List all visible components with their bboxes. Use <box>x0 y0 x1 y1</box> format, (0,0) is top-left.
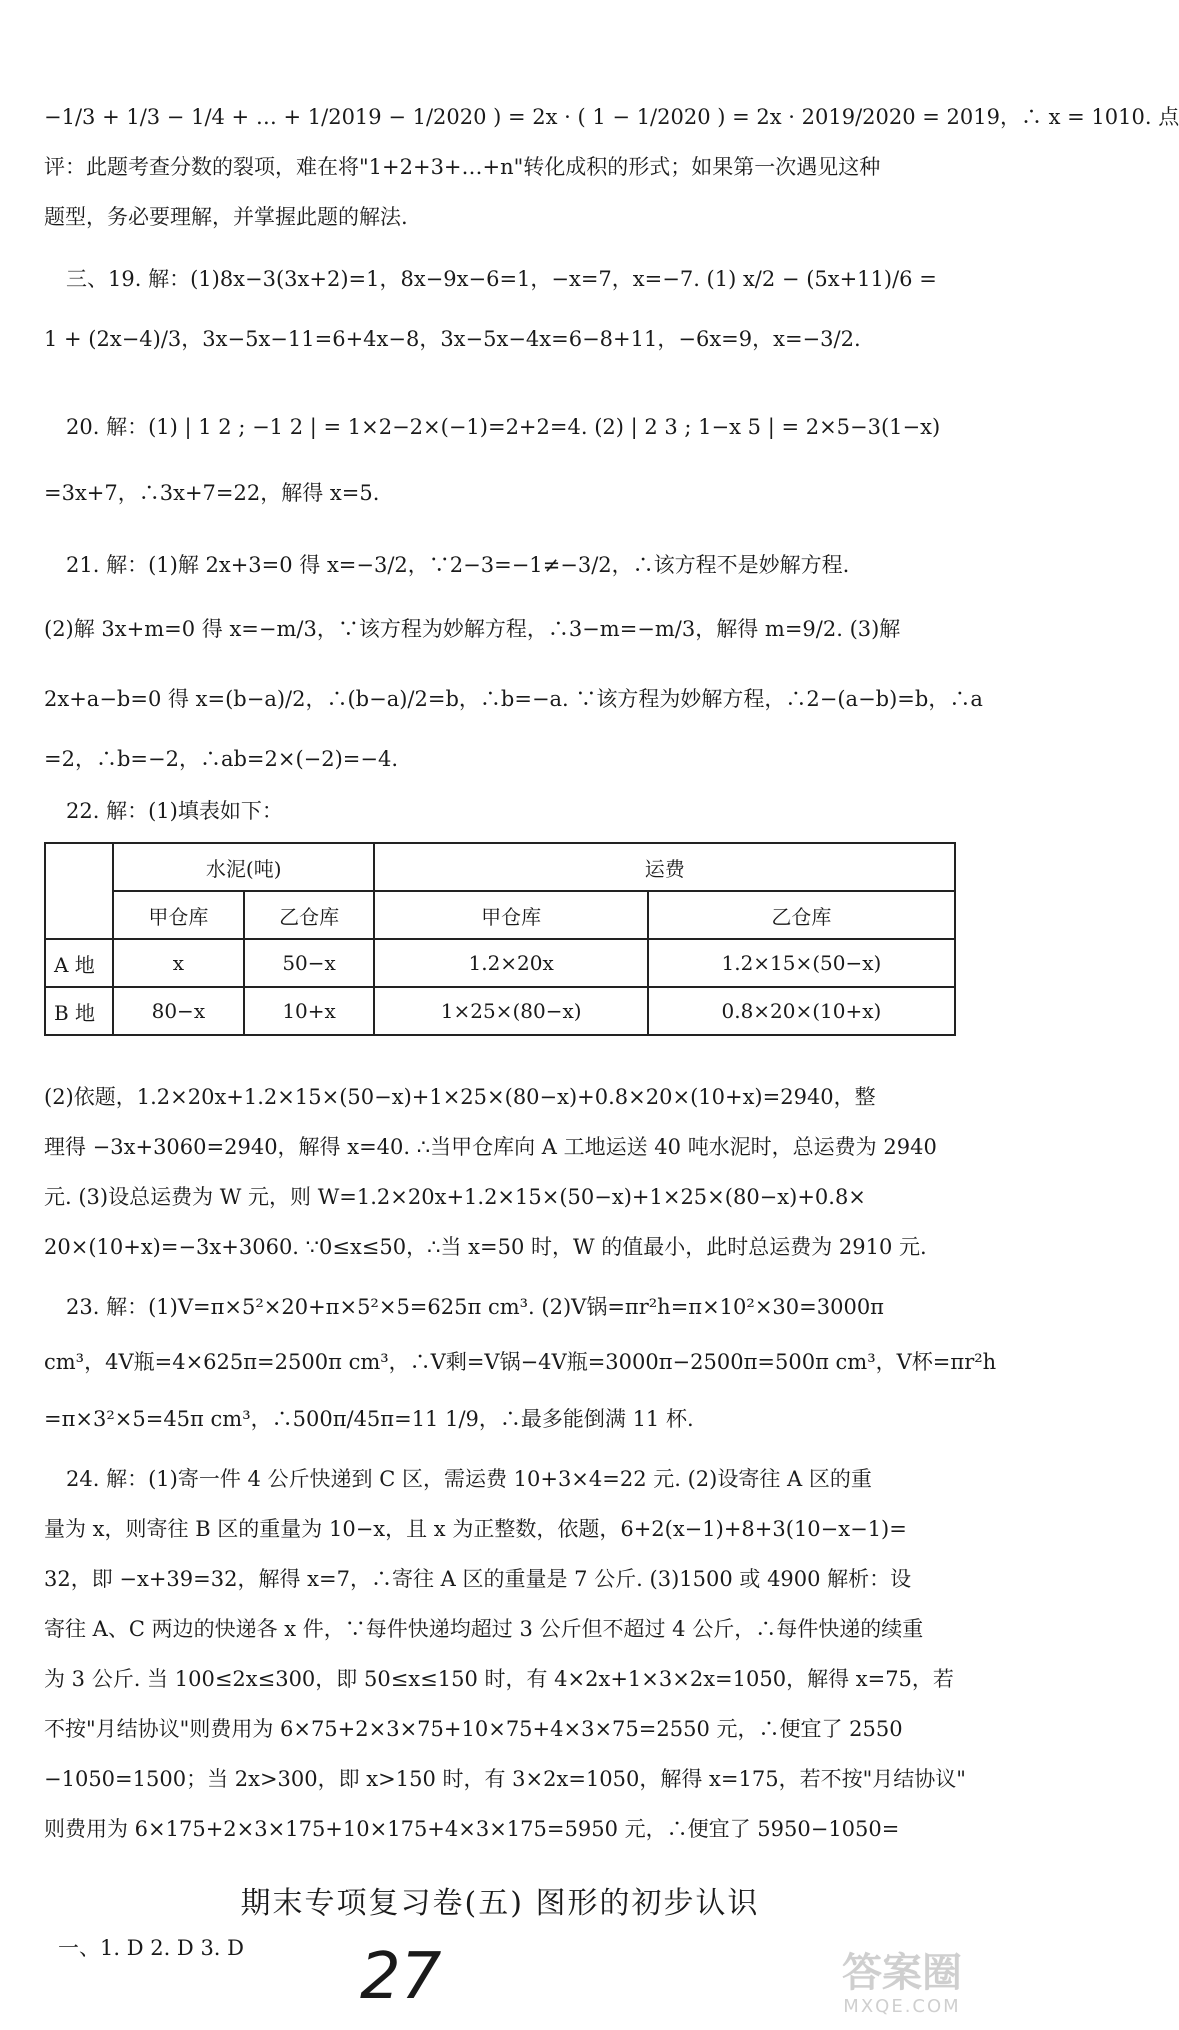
text-line: 题型，务必要理解，并掌握此题的解法. <box>44 205 408 229</box>
text-line: −1/3 + 1/3 − 1/4 + … + 1/2019 − 1/2020 ) = 2x · ( 1 − 1/2020 ) = 2x · 2019/2020 = 2019，∴ x = 1010. 点 <box>44 105 1179 129</box>
text-line: −1050=1500；当 2x>300，即 x>150 时，有 3×2x=1050，解得 x=175，若不按"月结协议" <box>44 1767 966 1791</box>
table-cell: 50−x <box>244 939 375 987</box>
table-sub-header: 乙仓库 <box>648 891 955 939</box>
empty-corner-cell <box>45 843 113 939</box>
q22-line: 22. 解：(1)填表如下： <box>66 799 283 823</box>
table-cell: 1×25×(80−x) <box>374 987 647 1035</box>
text-line: 元. (3)设总运费为 W 元，则 W=1.2×20x+1.2×15×(50−x)+1×25×(80−x)+0.8× <box>44 1185 866 1209</box>
text-line: 1 + (2x−4)/3，3x−5x−11=6+4x−8，3x−5x−4x=6−8+11，−6x=9，x=−3/2. <box>44 327 861 351</box>
table-row <box>45 939 955 987</box>
table-cell: 80−x <box>113 987 244 1035</box>
watermark-title: 答案圈 <box>842 1950 962 1996</box>
row-label: A 地 <box>45 939 113 987</box>
table-sub-header: 乙仓库 <box>244 891 375 939</box>
table-row <box>45 987 955 1035</box>
text-line: 评：此题考查分数的裂项，难在将"1+2+3+…+n"转化成积的形式；如果第一次遇见这种 <box>44 155 881 179</box>
text-line: 20×(10+x)=−3x+3060. ∵0≤x≤50，∴当 x=50 时，W 的值最小，此时总运费为 2910 元. <box>44 1235 927 1259</box>
freight-table <box>44 842 956 1036</box>
text-line: cm³，4V瓶=4×625π=2500π cm³，∴V剩=V锅−4V瓶=3000π−2500π=500π cm³，V杯=πr²h <box>44 1350 997 1374</box>
text-line: 32，即 −x+39=32，解得 x=7，∴寄往 A 区的重量是 7 公斤. (3)1500 或 4900 解析：设 <box>44 1567 912 1591</box>
table-group-header: 运费 <box>374 843 955 891</box>
text-line: 理得 −3x+3060=2940，解得 x=40. ∴当甲仓库向 A 工地运送 40 吨水泥时，总运费为 2940 <box>44 1135 937 1159</box>
text-line: 寄往 A、C 两边的快递各 x 件，∵每件快递均超过 3 公斤但不超过 4 公斤，∴每件快递的续重 <box>44 1617 924 1641</box>
q21-line: 21. 解：(1)解 2x+3=0 得 x=−3/2，∵2−3=−1≠−3/2，∴该方程不是妙解方程. <box>66 553 850 577</box>
table-cell: 10+x <box>244 987 375 1035</box>
watermark-logo <box>812 1950 992 2026</box>
table-cell: 1.2×20x <box>374 939 647 987</box>
text-line: 2x+a−b=0 得 x=(b−a)/2，∴(b−a)/2=b，∴b=−a. ∵该方程为妙解方程，∴2−(a−b)=b，∴a <box>44 687 983 711</box>
q24-line: 24. 解：(1)寄一件 4 公斤快递到 C 区，需运费 10+3×4=22 元. (2)设寄往 A 区的重 <box>66 1467 872 1491</box>
answer-line: 一、1. D 2. D 3. D <box>58 1936 244 1960</box>
watermark-url: MXQE.COM <box>843 1996 961 2017</box>
section-title: 期末专项复习卷(五) 图形的初步认识 <box>240 1886 760 1921</box>
text-line: =π×3²×5=45π cm³，∴500π/45π=11 1/9，∴最多能倒满 11 杯. <box>44 1407 694 1431</box>
text-line: =3x+7，∴3x+7=22，解得 x=5. <box>44 481 380 505</box>
table-cell: x <box>113 939 244 987</box>
q23-line: 23. 解：(1)V=π×5²×20+π×5²×5=625π cm³. (2)V锅=πr²h=π×10²×30=3000π <box>66 1295 884 1319</box>
table-sub-header: 甲仓库 <box>374 891 647 939</box>
table-cell: 1.2×15×(50−x) <box>648 939 955 987</box>
page-number: 27 <box>360 1940 442 2014</box>
text-line: =2，∴b=−2，∴ab=2×(−2)=−4. <box>44 747 399 771</box>
text-line: 量为 x，则寄往 B 区的重量为 10−x，且 x 为正整数，依题，6+2(x−1)+8+3(10−x−1)= <box>44 1517 907 1541</box>
table-group-header: 水泥(吨) <box>113 843 374 891</box>
row-label: B 地 <box>45 987 113 1035</box>
q19-line: 三、19. 解：(1)8x−3(3x+2)=1，8x−9x−6=1，−x=7，x=−7. (1) x/2 − (5x+11)/6 = <box>66 267 937 291</box>
table-cell: 0.8×20×(10+x) <box>648 987 955 1035</box>
text-line: 不按"月结协议"则费用为 6×75+2×3×75+10×75+4×3×75=2550 元，∴便宜了 2550 <box>44 1717 903 1741</box>
q20-line: 20. 解：(1) | 1 2 ; −1 2 | = 1×2−2×(−1)=2+2=4. (2) | 2 3 ; 1−x 5 | = 2×5−3(1−x) <box>66 415 941 439</box>
text-line: (2)依题，1.2×20x+1.2×15×(50−x)+1×25×(80−x)+0.8×20×(10+x)=2940，整 <box>44 1085 876 1109</box>
text-line: 为 3 公斤. 当 100≤2x≤300，即 50≤x≤150 时，有 4×2x+1×3×2x=1050，解得 x=75，若 <box>44 1667 954 1691</box>
table-sub-header: 甲仓库 <box>113 891 244 939</box>
text-line: (2)解 3x+m=0 得 x=−m/3，∵该方程为妙解方程，∴3−m=−m/3，解得 m=9/2. (3)解 <box>44 617 901 641</box>
text-line: 则费用为 6×175+2×3×175+10×175+4×3×175=5950 元，∴便宜了 5950−1050= <box>44 1817 900 1841</box>
